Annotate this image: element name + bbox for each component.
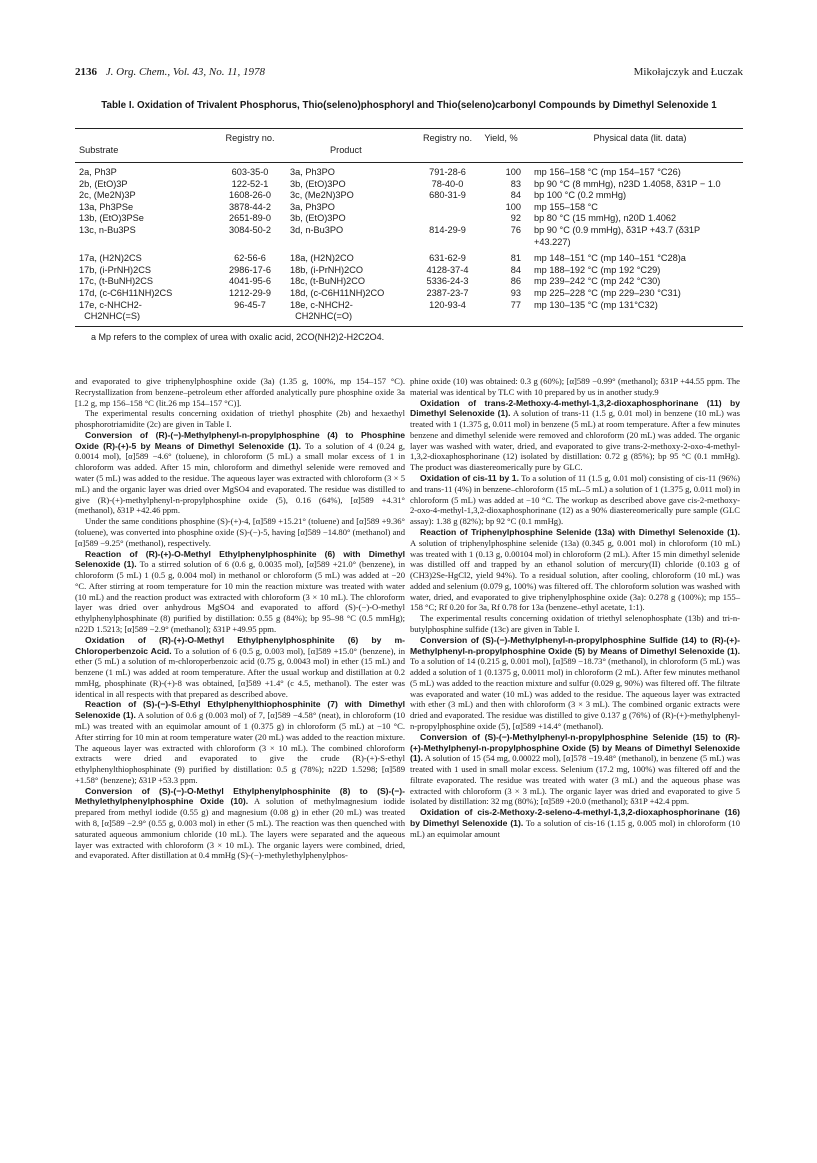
- body-paragraph: [410, 376, 740, 398]
- cell-registry-2: 120-93-4: [429, 299, 466, 310]
- paragraph-text: To a solution of cis-16 (1.15 g, 0.005 mol) in chloroform (10 mL) an equimolar amount: [410, 818, 741, 839]
- paragraph-text: To a solution of 6 (0.5 g, 0.003 mol), [α]589 +15.0° (benzene), in ether (5 mL) a solution of m-chloroperbenzoic acid (0.75 g, 0.0043 mol) in ether (15 mL) and benzene (1 mL) was added at room temperature. After the usual workup and distillation at 0.2 mmHg, phosphinate (R)-(+)-8 was obtained, [α]589 +1.4° (c 4.5, methanol). The ester was identical in all respects with that prepared as described above.: [75, 645, 405, 699]
- table-row: [75, 276, 743, 288]
- paragraph-heading: Oxidation of cis-11 by 1.: [420, 473, 519, 484]
- right-column: [410, 376, 740, 840]
- table-row: [75, 179, 743, 191]
- cell-physical-data: mp 130–135 °C (mp 131°C32): [534, 299, 658, 310]
- data-table: [75, 128, 743, 343]
- cell-registry-1: 3878-44-2: [229, 201, 271, 212]
- paragraph-heading: Reaction of (S)-(−)-S-Ethyl Ethylphenylthiophosphinite (7) with Dimethyl Selenoxide (1).: [75, 699, 405, 721]
- cell-substrate: 17b, (i-PrNH)2CS: [79, 264, 151, 275]
- cell-product: 3d, n-Bu3PO: [290, 224, 344, 235]
- cell-physical-data: mp 156–158 °C (mp 154–157 °C26): [534, 167, 681, 177]
- header-registry-2: Registry no.: [422, 133, 473, 143]
- cell-physical-data: bp 90 °C (0.9 mmHg), δ31P +43.7 (δ31P +43.227): [534, 224, 701, 247]
- cell-yield: 81: [510, 253, 521, 264]
- cell-substrate: 2b, (EtO)3P: [79, 178, 128, 189]
- cell-yield: 93: [510, 287, 521, 298]
- body-paragraph: [75, 786, 405, 861]
- cell-registry-2: 680-31-9: [429, 190, 466, 201]
- paragraph-text: Under the same conditions phosphine (S)-(+)-4, [α]589 +15.21° (toluene) and [α]589 +9.36° (toluene), was converted into phosphine oxide (S)-(−)-5, having [α]589 −14.80° (methanol) and [α]589 −9.25° (methanol), respectively.: [75, 516, 405, 548]
- cell-substrate: 17a, (H2N)2CS: [79, 253, 142, 264]
- table-bottom-rule: [75, 326, 743, 327]
- cell-product: 3b, (EtO)3PO: [290, 213, 346, 224]
- cell-product: 3a, Ph3PO: [290, 201, 335, 212]
- paragraph-text: A solution of 15 (54 mg, 0.00022 mol), [α]578 −19.48° (methanol), in benzene (5 mL) was treated with 1 used in small molar excess. Selenium (17.2 mg, 100%) was filtered off and the filtrate evaporated. The residue was treated with water (3 mL) and the aqueous phase was extracted with chloroform (3 × 3 mL). The organic layer was dried and evaporated to give 5 isolated by distillation: 32 mg (80%); [α]589 +20.0 (methanol); δ31P +42.4 ppm.: [410, 753, 740, 807]
- body-paragraph: [410, 613, 740, 635]
- author-names: Mikołajczyk and Łuczak: [633, 66, 743, 78]
- paragraph-text: and evaporated to give triphenylphosphine oxide (3a) (1.35 g, 100%, mp 154–157 °C). Recrystallization from benzene–petroleum ether afforded analytically pure phosphine oxide 3a [1.2 g, mp 156–158 °C (lit.26 mp 154–157 °C)].: [75, 376, 405, 408]
- paragraph-heading: Conversion of (S)-(−)-Methylphenyl-n-propylphosphine Sulfide (14) to (R)-(+)-Methylphenyl-n-propylphosphine Oxide (5) by Means of Dimethyl Selenoxide (1).: [410, 634, 740, 656]
- cell-yield: 76: [510, 224, 521, 235]
- cell-registry-2: 4128-37-4: [426, 264, 469, 275]
- cell-product: 18e, c-NHCH2- CH2NHC(=O): [290, 299, 353, 322]
- cell-yield: 83: [510, 178, 521, 189]
- cell-physical-data: bp 80 °C (15 mmHg), n20D 1.4062: [534, 213, 677, 224]
- cell-registry-1: 1212-29-9: [229, 287, 271, 298]
- cell-registry-1: 62-56-6: [234, 253, 266, 264]
- header-yield: Yield, %: [484, 133, 518, 143]
- cell-registry-2: 78-40-0: [431, 178, 464, 189]
- paragraph-text: A solution of 0.6 g (0.003 mol) of 7, [α]589 −4.58° (neat), in chloroform (10 mL) was treated with an equimolar amount of 1 (0.375 g) in chloroform (5 mL) at −10 °C. After stirring for 10 min at room temperature water (20 mL) was added to the reaction mixture. The aqueous layer was extracted with chloroform (3 × 10 mL). The combined chloroform extracts were dried and evaporated to give the crude (R)-(+)-S-ethyl ethylphenylthiophosphinate (9) purified by distillation: 0.5 g (78%); n22D 1.5298; [α]589 +1.58° (benzene); δ31P +53.3 ppm.: [75, 710, 405, 785]
- cell-registry-1: 96-45-7: [234, 299, 266, 310]
- table-caption: Table I. Oxidation of Trivalent Phosphorus, Thio(seleno)phosphoryl and Thio(seleno)carbonyl Compounds by Dimethyl Selenoxide 1: [101, 100, 717, 111]
- paragraph-text: The experimental results concerning oxidation of triethyl selenophosphate (13b) and tri-n-butylphosphine sulfide (13c) are given in Table I.: [410, 613, 740, 634]
- page-number: 2136: [75, 66, 97, 78]
- cell-registry-1: 4041-95-6: [229, 276, 271, 287]
- cell-substrate: 17d, (c-C6H11NH)2CS: [79, 287, 173, 298]
- paragraph-heading: Conversion of (S)-(−)-O-Methyl Ethylphenylphosphinite (8) to (S)-(−)-Methylethylphenylphosphine Oxide (10).: [75, 785, 405, 807]
- body-paragraph: [75, 430, 405, 516]
- cell-substrate: 2a, Ph3P: [79, 167, 117, 177]
- table-footnote: a Mp refers to the complex of urea with oxalic acid, 2CO(NH2)2-H2C2O4.: [91, 331, 385, 342]
- cell-yield: 92: [510, 213, 521, 224]
- cell-physical-data: mp 239–242 °C (mp 242 °C30): [534, 276, 661, 287]
- body-paragraph: [410, 732, 740, 807]
- cell-physical-data: mp 148–151 °C (mp 140–151 °C28)a: [534, 253, 686, 264]
- cell-product: 18a, (H2N)2CO: [290, 253, 354, 264]
- paragraph-text: To a stirred solution of 6 (0.6 g, 0.0035 mol), [α]589 +21.0° (benzene), in chloroform (5 mL) 1 (0.5 g, 0.004 mol) in methanol or chloroform (5 mL) was added at −20 °C. After stirring at room temperature for 10 min the reaction mixture was treated with water (10 mL) and the reaction product was extracted with chloroform (3 × 10 mL). The chloroform layer was dried over anhydrous MgSO4 and evaporated to afford (S)-(−)-O-methyl ethylphenylphosphinate (8) purified by distillation: 0.55 g (84%); bp 95–98 °C (0.5 mmHg); n22D 1.5213; [α]589 −2.9° (methanol); δ31P +49.95 ppm.: [75, 559, 405, 634]
- table-row: [75, 288, 743, 300]
- table-row: [75, 300, 743, 323]
- cell-substrate: 13c, n-Bu3PS: [79, 224, 136, 235]
- paragraph-heading: Conversion of (S)-(−)-Methylphenyl-n-propylphosphine Selenide (15) to (R)-(+)-Methylphenyl-n-propylphosphine Oxide (5) by Means of Dimethyl Selenoxide (1).: [410, 731, 740, 764]
- cell-product: 3a, Ph3PO: [290, 167, 335, 177]
- cell-product: 18b, (i-PrNH)2CO: [290, 264, 364, 275]
- body-paragraph: [410, 527, 740, 613]
- cell-product: 18d, (c-C6H11NH)2CO: [290, 287, 385, 298]
- cell-substrate: 17c, (t-BuNH)2CS: [79, 276, 154, 287]
- body-paragraph: [410, 473, 740, 527]
- cell-substrate: 13a, Ph3PSe: [79, 201, 134, 212]
- body-paragraph: [75, 699, 405, 785]
- cell-yield: 77: [510, 299, 521, 310]
- table-row: [75, 190, 743, 202]
- body-paragraph: [75, 635, 405, 700]
- cell-registry-1: 3084-50-2: [229, 224, 271, 235]
- table-row: [75, 213, 743, 225]
- header-registry-1: Registry no.: [225, 133, 275, 143]
- paragraph-text: phine oxide (10) was obtained: 0.3 g (60%); [α]589 −0.99° (methanol); δ31P +44.55 ppm. The material was identical by TLC with 10 prepared by us in another study.9: [410, 376, 740, 397]
- paragraph-heading: Reaction of Triphenylphosphine Selenide (13a) with Dimethyl Selenoxide (1).: [420, 526, 740, 537]
- paragraph-text: A solution of triphenylphosphine selenide (13a) (0.345 g, 0.001 mol) in chloroform (10 mL) was treated with 1 (0.13 g, 0.00104 mol) in chloroform (2 mL). After 15 min dimethyl selenide was distilled off and trapped by an ethanol solution of mercury(II) chloride (0.103 g of (CH3)2Se-HgCl2, yield 94%). To a residual solution, after cooling, chloroform (10 mL) was added and selenium (0.079 g, 100%) was filtered off. The chloroform solution was washed with water, dried, and evaporated to give triphenylphosphine oxide (3a): 0.278 g (100%); mp 155–158 °C; Rf 0.20 for 3a, Rf 0.78 for 13a (benzene–ethyl acetate, 1:1).: [410, 537, 740, 613]
- table-row: [75, 225, 743, 248]
- table-row: [75, 167, 743, 179]
- paragraph-text: To a solution of 4 (0.24 g, 0.0014 mol), [α]589 −4.6° (toluene), in chloroform (5 mL) a small molar excess of 1 in chloroform was added. After 15 min, chloroform and dimethyl selenide were removed and water (5 mL) was added to the residue. The aqueous layer was extracted with chloroform (3 × 5 mL) and the organic layer was dried over MgSO4 and evaporated. The residue was distilled to give (R)-(+)-methylphenyl-n-propylphosphine oxide (5), 0.16 (64%), [α]589 +4.31° (methanol), δ31P +42.46 ppm.: [75, 440, 405, 516]
- cell-physical-data: bp 90 °C (8 mmHg), n23D 1.4058, δ31P − 1.0: [534, 178, 721, 189]
- cell-yield: 100: [505, 167, 521, 177]
- running-header: [75, 66, 743, 84]
- paragraph-text: The experimental results concerning oxidation of triethyl phosphite (2b) and hexaethyl phosphorotriamidite (2c) are given in Table I.: [75, 408, 405, 430]
- table-row: [75, 253, 743, 265]
- body-paragraph: [75, 516, 405, 548]
- header-physical-data: Physical data (lit. data): [593, 133, 687, 143]
- paragraph-heading: Oxidation of trans-2-Methoxy-4-methyl-1,3,2-dioxaphosphorinane (11) by Dimethyl Selenoxide (1).: [410, 397, 740, 419]
- cell-yield: 84: [510, 264, 521, 275]
- cell-substrate: 13b, (EtO)3PSe: [79, 213, 144, 224]
- cell-physical-data: bp 100 °C (0.2 mmHg): [534, 190, 627, 201]
- cell-yield: 86: [510, 276, 521, 287]
- paragraph-heading: Oxidation of cis-2-Methoxy-2-seleno-4-methyl-1,3,2-dioxaphosphorinane (16) by Dimethyl Selenoxide (1).: [410, 807, 740, 829]
- table-row: [75, 265, 743, 277]
- paragraph-text: A solution of trans-11 (1.5 g, 0.01 mol) in benzene (10 mL) was treated with 1 (1.375 g, 0.011 mol) in benzene (5 mL) at room temperature. After a few minutes benzene and dimethyl selenide were removed and chloroform (20 mL) was added. The organic layer was washed with water, dried, and evaporated to give trans-2-methoxy-2-oxo-4-methyl-1,3,2-dioxaphosphorinane (12) isolated by distillation: 0.72 g (85%); bp 95 °C (0.1 mmHg). The product was diastereomerically pure by GLC.: [410, 408, 740, 473]
- cell-physical-data: mp 188–192 °C (mp 192 °C29): [534, 264, 661, 275]
- body-paragraph: [410, 398, 740, 473]
- paragraph-text: A solution of methylmagnesium iodide prepared from methyl iodide (0.55 g) and magnesium (0.08 g) in ether (20 mL) was treated with 8, [α]589 −2.9° (0.55 g, 0.003 mol) in ether (5 mL). The reaction was then quenched with saturated aqueous ammonium chloride (10 mL). The layers were separated and the aqueous layer was extracted with chloroform (3 × 10 mL). The organic layers were combined, dried, and evaporated. After distillation at 0.4 mmHg (S)-(−)-methylethylphenylphos-: [75, 796, 405, 861]
- table-body: [75, 163, 743, 323]
- paragraph-heading: Reaction of (R)-(+)-O-Methyl Ethylphenylphosphinite (6) with Dimethyl Selenoxide (1).: [75, 548, 405, 570]
- cell-yield: 84: [510, 190, 521, 201]
- paragraph-heading: Conversion of (R)-(−)-Methylphenyl-n-propylphosphine (4) to Phosphine Oxide (R)-(+)-5 by Means of Dimethyl Selenoxide (1).: [75, 429, 405, 451]
- cell-registry-2: 5336-24-3: [426, 276, 469, 287]
- cell-product: 3c, (Me2N)3PO: [290, 190, 354, 201]
- cell-registry-1: 122-52-1: [231, 178, 269, 189]
- cell-substrate: 2c, (Me2N)3P: [79, 190, 136, 201]
- cell-registry-1: 1608-26-0: [229, 190, 271, 201]
- paragraph-heading: Oxidation of (R)-(+)-O-Methyl Ethylphenylphosphinite (6) by m-Chloroperbenzoic Acid.: [75, 634, 405, 656]
- cell-registry-2: 791-28-6: [429, 167, 466, 177]
- paragraph-text: To a solution of 11 (1.5 g, 0.01 mol) consisting of cis-11 (96%) and trans-11 (4%) in benzene–chloroform (15 mL–5 mL) a solution of 1 (1.375 g, 0.011 mol) in chloroform (5 mL) was added at −10 °C. The workup as described above gave cis-2-methoxy-2-oxo-4-methyl-1,3,2-dioxaphosphorinane (12) as a 90% diastereomerically pure sample (GLC assay): 1.38 g (82%); bp 92 °C (0.1 mmHg).: [410, 473, 740, 527]
- cell-registry-2: 814-29-9: [429, 224, 466, 235]
- body-paragraph: [410, 635, 740, 732]
- cell-registry-2: 631-62-9: [429, 253, 466, 264]
- body-paragraph: [75, 549, 405, 635]
- journal-citation: J. Org. Chem., Vol. 43, No. 11, 1978: [105, 66, 265, 78]
- header-product: Product: [330, 145, 362, 155]
- body-paragraph: [75, 376, 405, 408]
- body-paragraph: [410, 807, 740, 839]
- body-paragraph: [75, 408, 405, 430]
- cell-substrate: 17e, c-NHCH2- CH2NHC(=S): [79, 299, 142, 322]
- left-column: [75, 376, 405, 861]
- cell-physical-data: mp 155–158 °C: [534, 201, 598, 212]
- cell-registry-1: 2651-89-0: [229, 213, 271, 224]
- header-substrate: Substrate: [79, 145, 119, 155]
- cell-yield: 100: [505, 201, 521, 212]
- cell-registry-1: 2986-17-6: [229, 264, 271, 275]
- table-header: [75, 129, 743, 162]
- paragraph-text: To a solution of 14 (0.215 g, 0.001 mol), [α]589 −18.73° (methanol), in chloroform (5 mL) was added a solution of 1 (0.1375 g, 0.0011 mol) in chloroform (2 mL). After few minutes methanol (5 mL) was added to the reaction mixture and sulfur (0.029 g, 90%) was filtered off. The filtrate was evaporated and water (10 mL) was added to the residue. The aqueous layer was extracted with ether (3 mL) and then with chloroform (3 × 3 mL). The combined organic extracts were dried and evaporated. The residue was distilled to give 0.137 g (76%) of (R)-(+)-methylphenyl-n-propylphosphine oxide (5), [α]589 +14.4° (methanol).: [410, 656, 740, 731]
- table-row: [75, 202, 743, 214]
- cell-registry-1: 603-35-0: [231, 167, 269, 177]
- cell-product: 18c, (t-BuNH)2CO: [290, 276, 366, 287]
- cell-physical-data: mp 225–228 °C (mp 229–230 °C31): [534, 287, 681, 298]
- cell-registry-2: 2387-23-7: [426, 287, 469, 298]
- cell-product: 3b, (EtO)3PO: [290, 178, 346, 189]
